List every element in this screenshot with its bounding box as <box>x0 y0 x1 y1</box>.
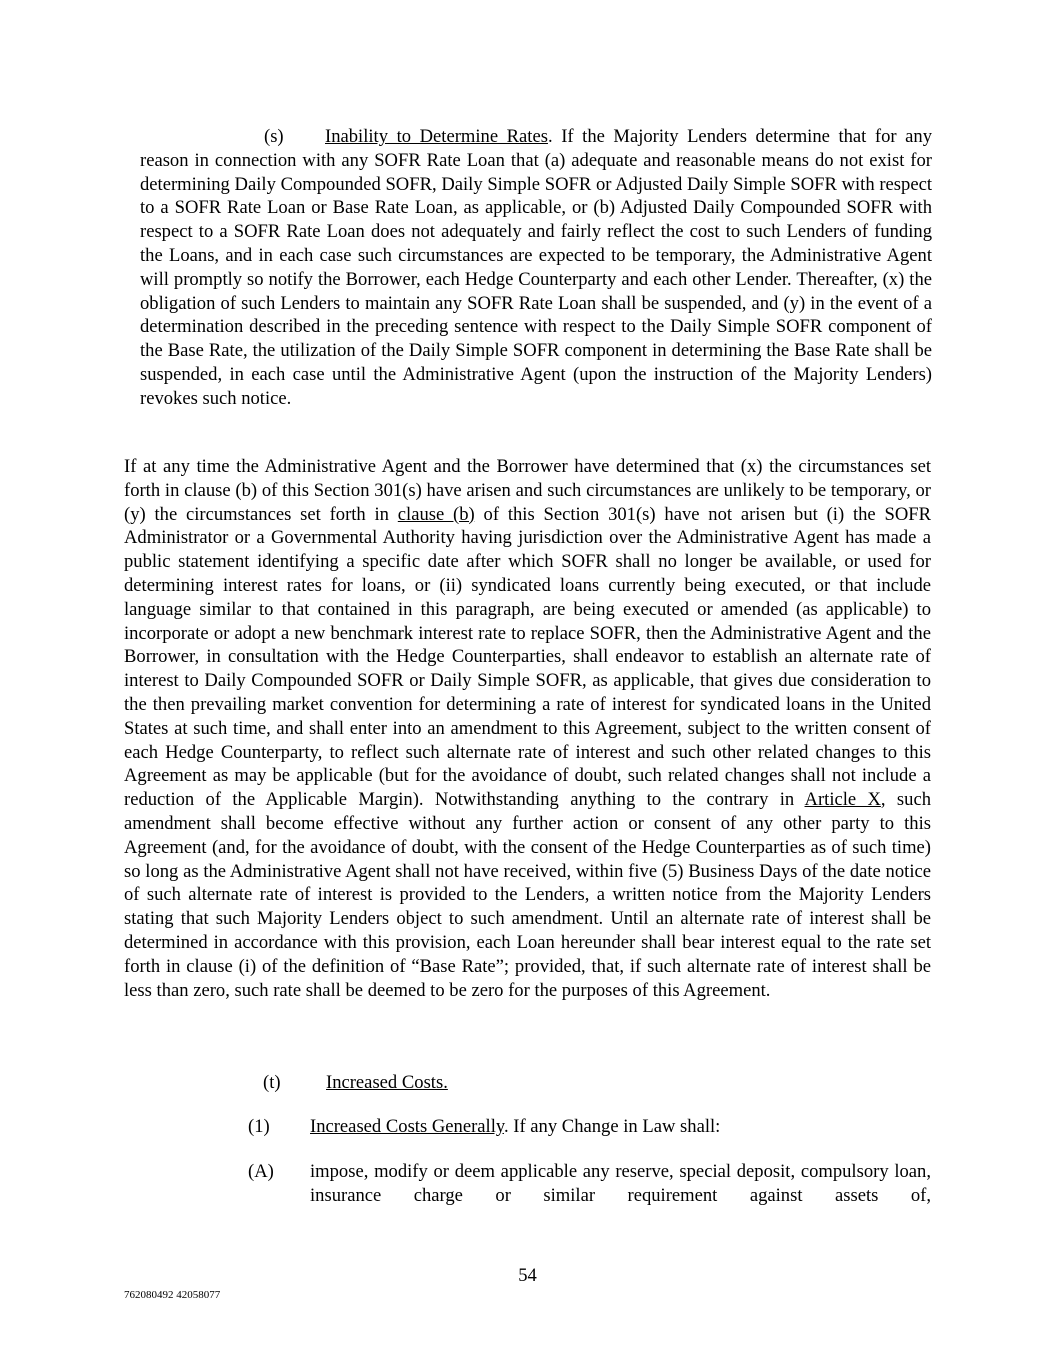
section-s-label: (s) <box>264 126 284 147</box>
section-1-title: Increased Costs Generally <box>310 1116 504 1137</box>
successor-rate-paragraph <box>124 455 931 1002</box>
document-id: 762080492 42058077 <box>124 1289 221 1301</box>
section-s-body: . If the Majority Lenders determine that for any reason in connection with any SOFR Rate Loan that (a) adequate and reasonable means do not exist for determining Daily Compounded SOFR, Daily Simple SOFR or Adjusted Daily Simple SOFR with respect to a SOFR Rate Loan or Base Rate Loan, as applicable, or (b) Adjusted Daily Compounded SOFR with respect to a SOFR Rate Loan does not adequately and fairly reflect the cost to such Lenders of funding the Loans, and in each case such circumstances are expected to be temporary, the Administrative Agent will promptly so notify the Borrower, each Hedge Counterparty and each other Lender. Thereafter, (x) the obligation of such Lenders to maintain any SOFR Rate Loan shall be suspended, and (y) in the event of a determination described in the preceding sentence with respect to the Daily Simple SOFR component of the Base Rate, the utilization of the Daily Simple SOFR component in determining the Base Rate shall be suspended, in each case until the Administrative Agent (upon the instruction of the Majority Lenders) revokes such notice. <box>140 126 933 409</box>
section-t-label: (t) <box>263 1072 281 1093</box>
section-1-heading <box>248 1115 720 1139</box>
section-t-heading <box>263 1071 448 1095</box>
section-1-body: . If any Change in Law shall: <box>503 1116 721 1137</box>
section-t-title: Increased Costs. <box>326 1072 448 1093</box>
paragraph-part-2: of this Section 301(s) have not arisen but (i) the SOFR Administrator or a Governmental Authority having jurisdiction over the Administrative Agent has made a public statement identifying a specific date after which SOFR shall no longer be available, or used for determining interest rates for loans, or (ii) syndicated loans currently being executed, or that include language similar to that contained in this paragraph, are being executed or amended (as applicable) to incorporate or adopt a new benchmark interest rate to replace SOFR, then the Administrative Agent and the Borrower, in consultation with the Hedge Counterparties, shall endeavor to establish an alternate rate of interest to Daily Compounded SOFR or Daily Simple SOFR, as applicable, that gives due consideration to the then prevailing market convention for determining a rate of interest for syndicated loans in the United States at such time, and shall enter into an amendment to this Agreement, subject to the written consent of each Hedge Counterparty, to reflect such alternate rate of interest and such other related changes to this Agreement as may be applicable (but for the avoidance of doubt, such related changes shall not include a reduction of the Applicable Margin). Notwithstanding anything to the contrary in <box>124 503 932 811</box>
section-a-item <box>248 1160 931 1208</box>
section-s-title: Inability to Determine Rates <box>325 126 548 147</box>
section-1-label: (1) <box>248 1116 270 1137</box>
paragraph-part-1: If at any time the Administrative Agent and the Borrower have determined that (x) the circumstances set forth in clause (b) of this Section 301(s) have arisen and such circumstances are unlikely to be temporary, or (y) the circumstances set forth in <box>124 456 931 525</box>
paragraph-part-3: , such amendment shall become effective without any further action or consent of any other party to this Agreement (and, for the avoidance of doubt, with the consent of the Hedge Counterparties as of such time) so long as the Administrative Agent shall not have received, within five (5) Business Days of the date notice of such alternate rate of interest is provided to the Lenders, a written notice from the Majority Lenders stating that such Majority Lenders object to such amendment. Until an alternate rate of interest shall be determined in accordance with this provision, each Loan hereunder shall bear interest equal to the rate set forth in clause (i) of the definition of “Base Rate”; provided, that, if such alternate rate of interest shall be less than zero, such rate shall be deemed to be zero for the purposes of this Agreement. <box>124 789 931 1001</box>
section-s-paragraph <box>140 125 932 411</box>
section-a-label: (A) <box>248 1161 274 1182</box>
section-a-body: impose, modify or deem applicable any reserve, special deposit, compulsory loan, insurance charge or similar requirement against assets of, <box>310 1161 931 1206</box>
article-x-reference: Article X <box>804 789 881 811</box>
clause-b-reference: clause (b) <box>397 503 475 525</box>
page-number: 54 <box>518 1265 537 1286</box>
